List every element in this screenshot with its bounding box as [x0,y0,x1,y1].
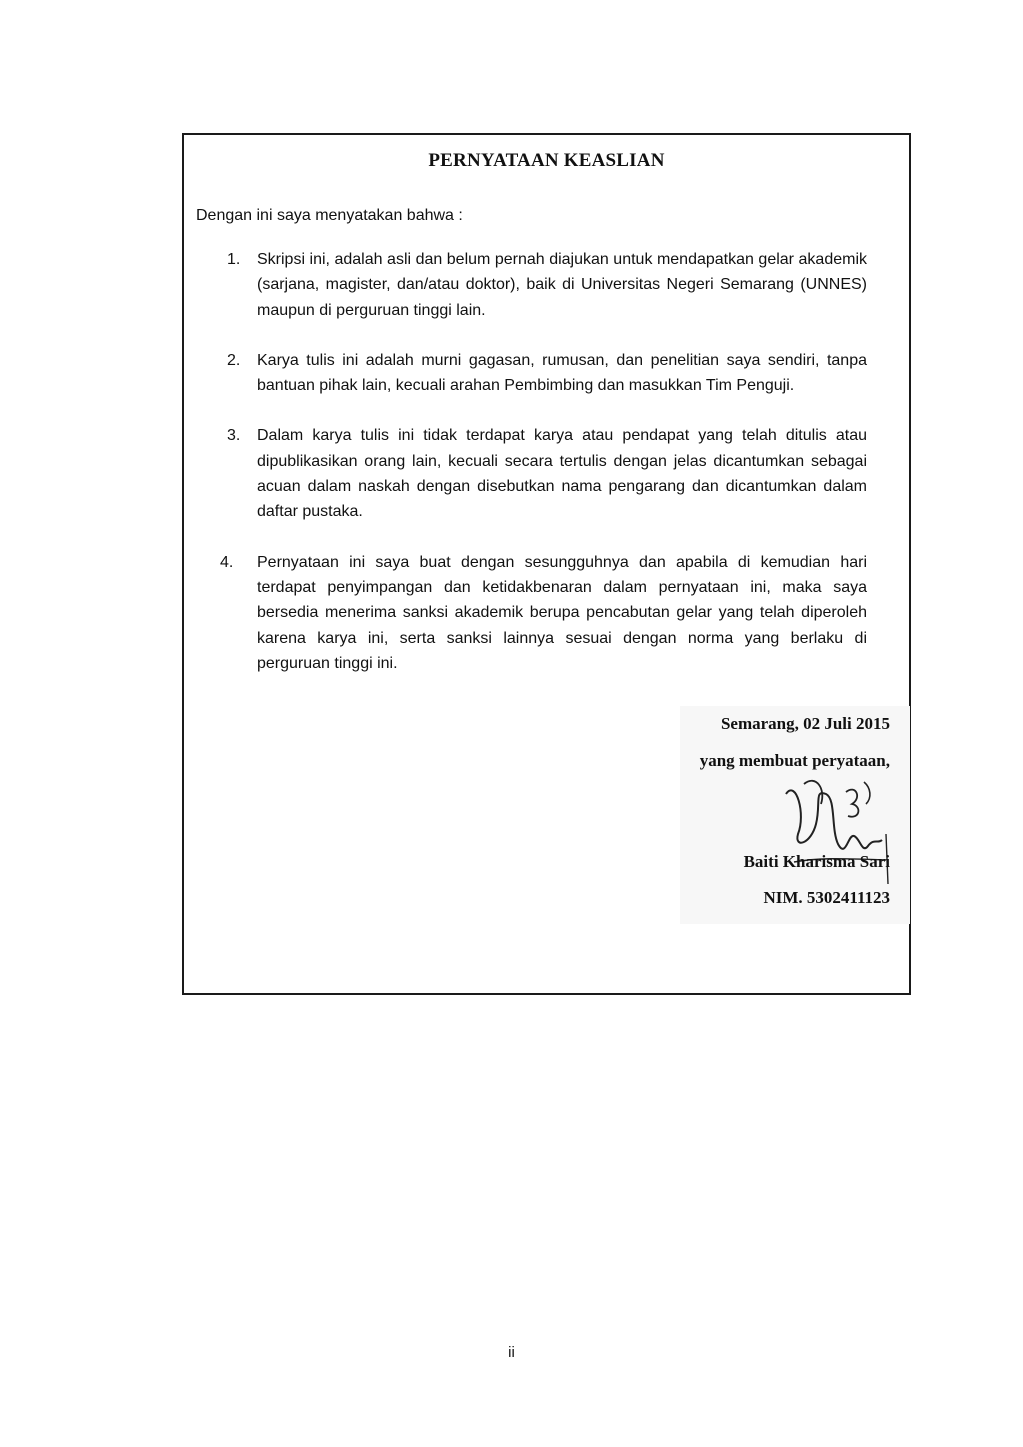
intro-text: Dengan ini saya menyatakan bahwa : [196,207,463,224]
list-item [184,423,884,524]
item-text: Pernyataan ini saya buat dengan sesungguhnya dan apabila di kemudian hari terdapat penyimpangan dan ketidakbenaran dalam pernyataan ini, maka saya bersedia menerima sanksi akademik berupa pencabutan gelar yang telah diperoleh karena karya ini, serta sanksi lainnya sesuai dengan norma yang berlaku di perguruan tinggi ini. [257,553,867,672]
list-item [184,348,884,399]
place-date: Semarang, 02 Juli 2015 [720,714,890,733]
list-item [184,247,884,323]
list-item [184,550,884,676]
signature-block [680,706,910,924]
signer-name: Baiti Kharisma Sari [743,852,890,871]
item-text: Skripsi ini, adalah asli dan belum pernah diajukan untuk mendapatkan gelar akademik (sarjana, magister, dan/atau doktor), baik di Universitas Negeri Semarang (UNNES) maupun di perguruan tinggi lain. [257,251,867,319]
item-number: 3. [227,427,241,445]
item-text: Karya tulis ini adalah murni gagasan, rumusan, dan penelitian saya sendiri, tanpa bantuan pihak lain, kecuali arahan Pembimbing dan masukkan Tim Penguji. [257,351,867,395]
maker-label: yang membuat peryataan, [699,751,890,770]
item-number: 4. [220,553,234,571]
item-text: Dalam karya tulis ini tidak terdapat karya atau pendapat yang telah ditulis atau dipublikasikan orang lain, kecuali secara tertulis dengan jelas dicantumkan sebagai acuan dalam naskah dengan disebutkan nama pengarang dan dicantumkan dalam daftar pustaka. [257,427,867,521]
document-title: PERNYATAAN KEASLIAN [428,150,665,171]
signer-nim: NIM. 5302411123 [763,888,890,907]
statement-list [184,247,884,701]
item-number: 1. [227,251,241,268]
page-number: ii [508,1344,515,1361]
item-number: 2. [227,351,241,369]
